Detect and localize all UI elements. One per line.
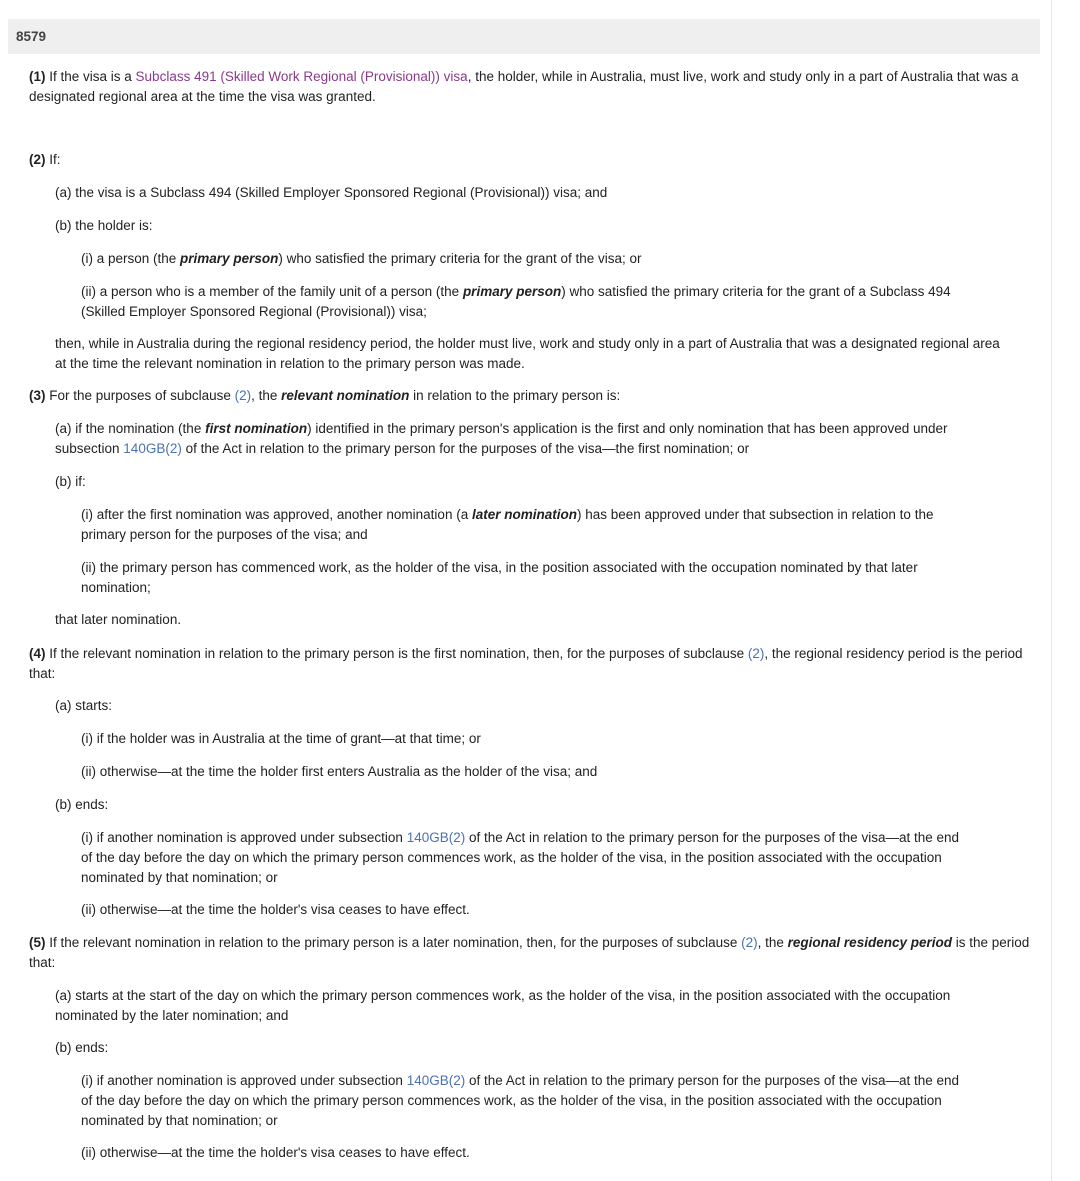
subclause-number: (1) [29, 69, 46, 84]
subparagraph-2b-i: (i) a person (the primary person) who satisfied the primary criteria for the grant of the visa; or [81, 251, 642, 266]
section-140gb2-link[interactable]: 140GB(2) [123, 441, 182, 456]
defined-term: first nomination [205, 421, 308, 436]
subclause-1: (1) If the visa is a Subclass 491 (Skilled Work Regional (Provisional)) visa, the holder, while in Australia, must live, work and study only in a part of Australia that was a designated regional area at the time the visa was granted. [29, 69, 1019, 104]
subparagraph-5b-ii: (ii) otherwise—at the time the holder's visa ceases to have effect. [81, 1145, 470, 1160]
paragraph-3a: (a) if the nomination (the first nomination) identified in the primary person's application is the first and only nomination that has been approved under subsection 140GB(2) of the Act in relation to the primary person for the purposes of the visa—the first nomination; or [55, 421, 948, 456]
subparagraph-3b-i: (i) after the first nomination was approved, another nomination (a later nomination) has been approved under that subsection in relation to the primary person for the purposes of the visa; and [81, 507, 934, 542]
paragraph-2-then: then, while in Australia during the regional residency period, the holder must live, work and study only in a part of Australia that was a designated regional area at the time the relevant nomination in relation to the primary person was made. [55, 336, 1000, 371]
subclause-number: (3) [29, 388, 46, 403]
clause-number: 8579 [16, 29, 47, 44]
paragraph-5a: (a) starts at the start of the day on which the primary person commences work, as the holder of the visa, in the position associated with the occupation nominated by the later nomination; and [55, 988, 951, 1023]
right-border [1051, 0, 1052, 1181]
subclause-2-link[interactable]: (2) [747, 646, 765, 661]
subparagraph-2b-ii: (ii) a person who is a member of the family unit of a person (the primary person) who satisfied the primary criteria for the grant of a Subclass 494 (Skilled Employer Sponsored Regional (Provisional)) visa; [81, 284, 951, 319]
paragraph-4a: (a) starts: [55, 698, 113, 713]
section-140gb2-link[interactable]: 140GB(2) [406, 1073, 466, 1088]
subclause-2: (2) If: [29, 152, 61, 167]
subparagraph-4a-ii: (ii) otherwise—at the time the holder first enters Australia as the holder of the visa; and [81, 764, 598, 779]
defined-term: relevant nomination [281, 388, 410, 403]
subparagraph-4b-i: (i) if another nomination is approved under subsection 140GB(2) of the Act in relation to the primary person for the purposes of the visa—at the end of the day before the day on which the primary person commences work, as the holder of the visa, in the position associated with the occupation nominated by that nomination; or [81, 830, 959, 885]
paragraph-2a: (a) the visa is a Subclass 494 (Skilled Employer Sponsored Regional (Provisional)) visa; and [55, 185, 608, 200]
subclause-number: (2) [29, 152, 46, 167]
subclause-2-link[interactable]: (2) [234, 388, 252, 403]
section-140gb2-link[interactable]: 140GB(2) [406, 830, 466, 845]
paragraph-4b: (b) ends: [55, 797, 109, 812]
paragraph-3b: (b) if: [55, 474, 86, 489]
subclause-2-link[interactable]: (2) [741, 935, 758, 950]
subparagraph-4b-ii: (ii) otherwise—at the time the holder's visa ceases to have effect. [81, 902, 470, 917]
subparagraph-5b-i: (i) if another nomination is approved under subsection 140GB(2) of the Act in relation to the primary person for the purposes of the visa—at the end of the day before the day on which the primary person commences work, as the holder of the visa, in the position associated with the occupation nominated by that nomination; or [81, 1073, 959, 1128]
subclause-number: (4) [29, 646, 46, 661]
defined-term: regional residency period [787, 935, 952, 950]
subclause-3: (3) For the purposes of subclause (2), the relevant nomination in relation to the primary person is: [29, 388, 621, 403]
paragraph-2b: (b) the holder is: [55, 218, 153, 233]
defined-term: primary person [462, 284, 562, 299]
subparagraph-4a-i: (i) if the holder was in Australia at the time of grant—at that time; or [81, 731, 481, 746]
defined-term: later nomination [471, 507, 577, 522]
paragraph-5b: (b) ends: [55, 1040, 109, 1055]
defined-term: primary person [180, 251, 279, 266]
subparagraph-3b-ii: (ii) the primary person has commenced work, as the holder of the visa, in the position associated with the occupation nominated by that later nomination; [81, 560, 918, 595]
subclass-491-link[interactable]: Subclass 491 (Skilled Work Regional (Provisional)) visa [135, 69, 468, 84]
paragraph-3-that: that later nomination. [55, 612, 182, 627]
subclause-5: (5) If the relevant nomination in relation to the primary person is a later nomination, then, for the purposes of subclause (2), the regional residency period is the period that: [29, 935, 1030, 970]
subclause-4: (4) If the relevant nomination in relation to the primary person is the first nomination, then, for the purposes of subclause (2), the regional residency period is the period that: [29, 646, 1023, 681]
clause-header [8, 19, 1040, 54]
subclause-number: (5) [29, 935, 46, 950]
